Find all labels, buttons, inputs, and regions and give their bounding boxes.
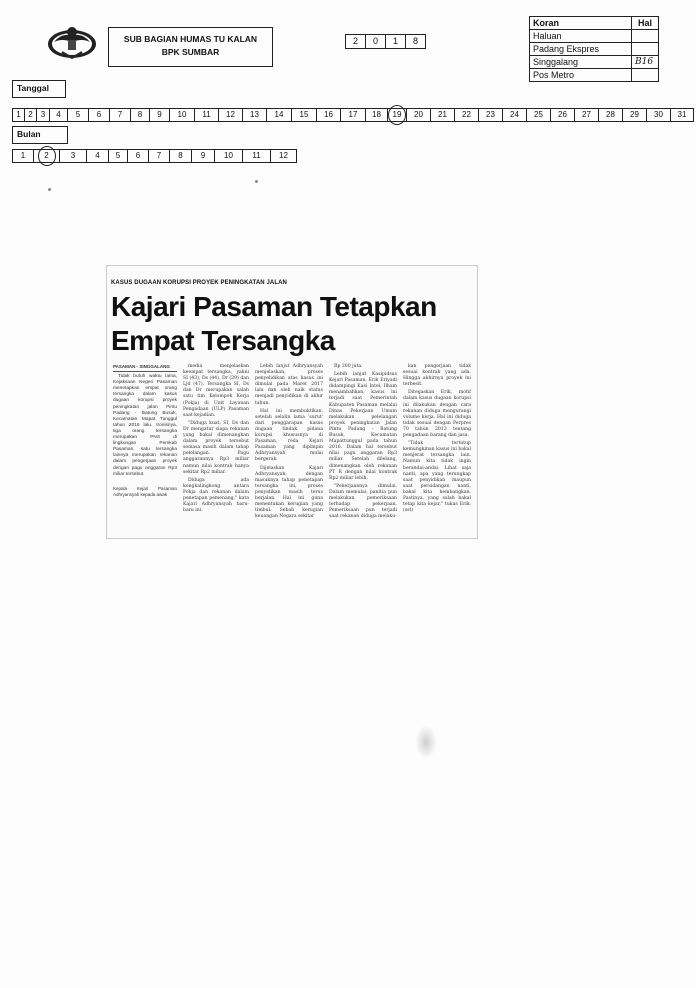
tanggal-cell: 27 [574,108,599,122]
bulan-label: Bulan [12,126,68,144]
article-lead: Tidak butuh waktu lama, Kejaksaan Negeri Pasaman menetapkan empat orang tersangka dalam kasus dugaan korupsi proyek peningkatan jalan Pintu Padang - Batung Busuk, Kecamatan Mapat Tunggul tahun 2016 lalu. Ironisnya, tiga orang tersangka merupakan PNS di lingkungan Pemkab Pasaman, satu tersangka lainnya merupakan rekanan dalam pengerjaan proyek dengan pagu anggaran Rp3 miliar tersebut. [113,374,177,477]
source-hal [632,30,659,43]
bulan-cell: 6 [127,149,149,163]
source-name: Singgalang [530,56,632,69]
tanggal-cell: 31 [670,108,694,122]
bulan-row [12,149,296,163]
article-headline [111,290,471,358]
tanggal-cell: 26 [550,108,575,122]
tanggal-cell: 8 [130,108,150,122]
paragraph: media menjelaskan keempat tersangka, yakni SI (43), Ds (44), Dr (39) dan Ljd (47). Tersangka SI, Ds dan Dr merupakan salah satu tim Kelompok Kerja (Pokja) di Unit Layanan Pengadaan (ULP) Pasaman saat kejadian. [183,364,249,418]
tanggal-cell: 14 [266,108,292,122]
article-col-5 [403,364,471,516]
newspaper-clipping [107,266,477,538]
tanggal-cell: 1 [12,108,25,122]
paragraph: "Pekerjaannya dimulai. Dalam memulai, panitia pun melakukan pemeriksaan terhadap pekerjaan. Pemeriksaan pun terjadi saat rekanan diduga melaku- [329,483,397,520]
speck [48,188,51,191]
article-col-2 [183,364,249,516]
tanggal-cell: 3 [36,108,50,122]
bulan-cell: 10 [214,149,243,163]
headline-line1: Kajari Pasaman Tetapkan [111,291,437,322]
bleed-through [399,270,469,280]
speck [255,180,258,183]
hal-header: Hal [632,17,659,30]
source-name: Padang Ekspres [530,43,632,56]
paragraph: Lebih lanjut Kasipidsus Kejari Pasaman, Erik Eriyadi didampingi Kasi Intel, Ilham menambahkan, kasus ini terjadi saat Pemerintah Kabupaten Pasaman melalui Dinas Pekerjaan Umum melakukan pelelangan proyek peningkatan Jalan Pintu Padang - Batung Busuk, Kecamatan Mapattunggul pada tahun 2016. Dalam hal tersebut nilai pagu anggaran Rp3 miliar. Setelah dilelang, dimenangkan oleh rekanan PT R dengan nilai kontrak Rp2 miliar lebih. [329,372,397,481]
koran-header: Koran [530,17,632,30]
article-col-1 [113,364,177,502]
tanggal-cell: 13 [242,108,267,122]
paragraph: Ditegaskan Erik, motif dalam kasus dugaan korupsi ini dilakukan dengan cara rekanan diduga mengurangi volume kerja. Hal ini diduga tidak sesuai dengan Perpres 70 tahun 2013 tentang pengadaan barang dan jasa. [403,390,471,439]
tanggal-cell: 4 [49,108,68,122]
year-digit: 1 [385,34,406,49]
bulan-cell: 11 [242,149,271,163]
tanggal-label: Tanggal [12,80,66,98]
bulan-cell: 1 [12,149,34,163]
paper-smudge [415,725,437,759]
tanggal-cell: 15 [291,108,317,122]
bulan-cell: 7 [148,149,170,163]
tanggal-cell: 2 [24,108,37,122]
source-hal [632,69,659,82]
tanggal-cell: 28 [598,108,623,122]
headline-line2: Empat Tersangka [111,325,335,356]
article-kicker: KASUS DUGAAN KORUPSI PROYEK PENINGKATAN JALAN [111,280,287,286]
tanggal-cell: 24 [502,108,527,122]
bulan-cell: 8 [169,149,192,163]
tanggal-cell: 12 [218,108,243,122]
paragraph: kan pengerjaan tidak sesuai kontrak yang ada. Hingga akhirnya proyek ini terbesit. [403,364,471,388]
source-table [529,16,659,82]
source-hal [632,43,659,56]
bulan-cell: 3 [59,149,87,163]
tanggal-row [12,108,693,122]
agency-line2: BPK SUMBAR [161,47,220,57]
paragraph: Diduga ada kongkalingkong antara Pokja dan rekanan dalam penetapan pemenang," kata Kajari Adhryansyah baru-baru ini. [183,477,249,514]
tanggal-cell: 18 [365,108,388,122]
article-dateline: PASAMAN - SINGGALANG [113,364,177,372]
tanggal-cell: 17 [340,108,366,122]
source-name: Pos Metro [530,69,632,82]
paragraph: Lebih lanjut Adhryansyah menjelaskan, proses penyelidikan atas kasus ini dimulai pada Maret 2017 lalu dan oleh naik status menjadi penyidikan di akhir tahun. [255,364,323,406]
tanggal-cell: 21 [430,108,455,122]
photo-caption: Kepala Kejari Pasaman Adhryansyah kepada awak [113,485,177,497]
selected-circle-mark [38,146,56,166]
bulan-cell-selected: 2 [33,149,60,163]
tanggal-cell: 10 [169,108,195,122]
year-digit: 0 [365,34,386,49]
tanggal-cell: 23 [478,108,503,122]
tanggal-cell: 11 [194,108,219,122]
tanggal-cell: 16 [316,108,341,122]
source-name: Haluan [530,30,632,43]
agency-box [108,27,273,67]
tanggal-cell: 7 [109,108,131,122]
paragraph: "Diduga kuat, SI, Ds dan Dr mengatur siapa rekanan yang bakal dimenangkan dalam proyek tersebut semasa masih dalam tahap pelelangan. Pagu anggarannya Rp3 miliar namun nilai kontrak hanya sekitar Rp2 miliar. [183,420,249,475]
tanggal-cell: 29 [622,108,647,122]
year-digit: 8 [405,34,426,49]
tanggal-cell: 6 [88,108,110,122]
source-hal-handwritten: B16 [632,56,659,69]
paragraph: "Tidak tertutup kemungkinan kasus ini bakal menjerat tersangka lain. Namun kita tidak ingin berandai-andai. Lihat saja nanti, apa yang terungkap saat penyidikan maupun saat persidangan nanti, bakal kita kembangkan. Pastinya, yang salah bakal tetap kita kejar," tukas Erik. (sst) [403,441,471,514]
article-col-3 [255,364,323,522]
tanggal-cell: 25 [526,108,551,122]
paragraph: Dijelaskan Kajari Adhryansyah, dengan masuknya tahap penetapan tersangka ini, proses penyidikan masih terus berjalan. Hal ini guna menentukan kerugian yang timbul. Sebab kerugian keuangan Negara sekitar [255,465,323,520]
tanggal-cell-selected: 19 [387,108,407,122]
agency-line1: SUB BAGIAN HUMAS TU KALAN [123,34,258,44]
tanggal-cell: 5 [67,108,89,122]
bulan-cell: 9 [191,149,215,163]
selected-circle-mark [388,105,406,125]
paragraph: Hal ini membuktikan, setelah selalin lama 'surut' dari penggarapan kasus dugaan tindak pidana korupsi khususnya di Pasaman, reda Kejari Pasaman yang dipimpin Adhryansyah mulai bergerak. [255,408,323,463]
paragraph: Rp 200 juta. [334,364,363,369]
tanggal-cell: 22 [454,108,479,122]
garuda-emblem-icon [46,22,98,62]
bulan-cell: 12 [270,149,297,163]
tanggal-cell: 20 [406,108,431,122]
tanggal-cell: 30 [646,108,671,122]
tanggal-cell: 9 [149,108,170,122]
article-col-4 [329,364,397,522]
bulan-cell: 5 [108,149,128,163]
year-boxes [345,34,425,49]
year-digit: 2 [345,34,366,49]
bulan-cell: 4 [86,149,109,163]
